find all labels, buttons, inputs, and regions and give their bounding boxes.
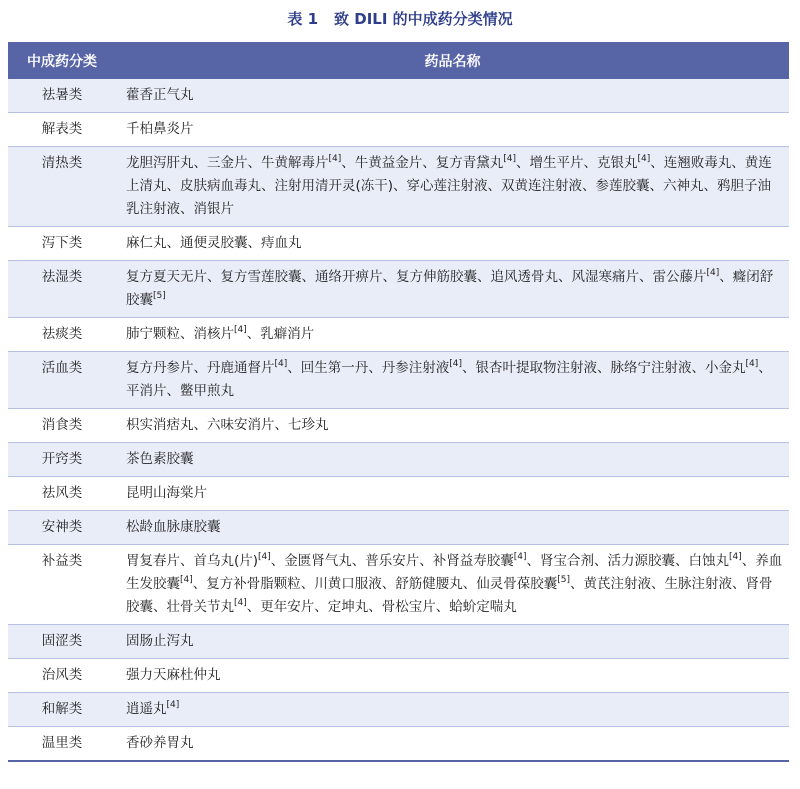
drug-names-cell: 昆明山海棠片 <box>116 477 789 511</box>
citation-ref: [4] <box>745 359 759 369</box>
category-cell: 祛痰类 <box>8 318 116 352</box>
citation-ref: [4] <box>503 154 516 164</box>
citation-ref: [4] <box>234 325 247 335</box>
drug-names-cell: 胃复春片、首乌丸(片)[4]、金匮肾气丸、普乐安片、补肾益寿胶囊[4]、肾宝合剂、活力源胶囊、白蚀丸[4]、养血生发胶囊[4]、复方补骨脂颗粒、川黄口服液、舒筋健腰丸、仙灵骨葆胶囊[5]、黄芪注射液、生脉注射液、肾骨胶囊、壮骨关节丸[4]、更年安片、定坤丸、骨松宝片、蛤蚧定喘丸 <box>116 545 789 625</box>
category-cell: 消食类 <box>8 409 116 443</box>
category-cell: 安神类 <box>8 511 116 545</box>
category-cell: 活血类 <box>8 352 116 409</box>
table-row <box>8 79 789 113</box>
table-row <box>8 693 789 727</box>
category-cell: 固涩类 <box>8 625 116 659</box>
drug-names-cell: 肺宁颗粒、消核片[4]、乳癖消片 <box>116 318 789 352</box>
category-cell: 开窍类 <box>8 443 116 477</box>
citation-ref: [4] <box>274 359 288 369</box>
table-header <box>8 42 789 79</box>
citation-ref: [4] <box>234 598 247 608</box>
drug-names-cell: 茶色素胶囊 <box>116 443 789 477</box>
citation-ref: [5] <box>153 291 166 301</box>
table-title: 致 DILI 的中成药分类情况 <box>334 10 513 28</box>
citation-ref: [4] <box>706 268 720 278</box>
drug-names-cell: 强力天麻杜仲丸 <box>116 659 789 693</box>
table-row <box>8 147 789 227</box>
drug-names-cell: 逍遥丸[4] <box>116 693 789 727</box>
category-cell: 温里类 <box>8 727 116 762</box>
category-cell: 祛暑类 <box>8 79 116 113</box>
table-row <box>8 261 789 318</box>
drug-names-cell: 复方丹参片、丹鹿通督片[4]、回生第一丹、丹参注射液[4]、银杏叶提取物注射液、脉络宁注射液、小金丸[4]、平消片、鳖甲煎丸 <box>116 352 789 409</box>
category-cell: 祛湿类 <box>8 261 116 318</box>
table-row <box>8 113 789 147</box>
category-cell: 治风类 <box>8 659 116 693</box>
citation-ref: [4] <box>449 359 462 369</box>
category-cell: 和解类 <box>8 693 116 727</box>
drug-names-cell: 龙胆泻肝丸、三金片、牛黄解毒片[4]、牛黄益金片、复方青黛丸[4]、增生平片、克银丸[4]、连翘败毒丸、黄连上清丸、皮肤病血毒丸、注射用清开灵(冻干)、穿心莲注射液、双黄连注射液、参莲胶囊、六神丸、鸦胆子油乳注射液、消银片 <box>116 147 789 227</box>
header-drug-names: 药品名称 <box>116 42 789 79</box>
table-row <box>8 352 789 409</box>
header-row <box>8 42 789 79</box>
table-row <box>8 625 789 659</box>
table-row <box>8 727 789 762</box>
table-number: 表 1 <box>287 10 319 28</box>
drug-names-cell: 固肠止泻丸 <box>116 625 789 659</box>
drug-classification-table <box>8 42 789 762</box>
drug-names-cell: 香砂养胃丸 <box>116 727 789 762</box>
table-row <box>8 318 789 352</box>
citation-ref: [4] <box>513 552 527 562</box>
table-caption <box>0 8 800 29</box>
drug-names-cell: 松龄血脉康胶囊 <box>116 511 789 545</box>
table-row <box>8 227 789 261</box>
header-category: 中成药分类 <box>8 42 116 79</box>
citation-ref: [4] <box>166 700 180 710</box>
table-row <box>8 511 789 545</box>
drug-names-cell: 复方夏天无片、复方雪莲胶囊、通络开痹片、复方伸筋胶囊、追风透骨丸、风湿寒痛片、雷公藤片[4]、癃闭舒胶囊[5] <box>116 261 789 318</box>
citation-ref: [5] <box>557 575 570 585</box>
category-cell: 补益类 <box>8 545 116 625</box>
drug-names-cell: 藿香正气丸 <box>116 79 789 113</box>
category-cell: 解表类 <box>8 113 116 147</box>
table-body <box>8 79 789 761</box>
citation-ref: [4] <box>328 154 342 164</box>
drug-names-cell: 麻仁丸、通便灵胶囊、痔血丸 <box>116 227 789 261</box>
drug-names-cell: 千柏鼻炎片 <box>116 113 789 147</box>
citation-ref: [4] <box>729 552 742 562</box>
table-row <box>8 659 789 693</box>
category-cell: 泻下类 <box>8 227 116 261</box>
citation-ref: [4] <box>180 575 193 585</box>
table-row <box>8 409 789 443</box>
drug-names-cell: 枳实消痞丸、六味安消片、七珍丸 <box>116 409 789 443</box>
table-row <box>8 545 789 625</box>
category-cell: 祛风类 <box>8 477 116 511</box>
category-cell: 清热类 <box>8 147 116 227</box>
citation-ref: [4] <box>637 154 651 164</box>
table-row <box>8 477 789 511</box>
table-row <box>8 443 789 477</box>
citation-ref: [4] <box>258 552 271 562</box>
